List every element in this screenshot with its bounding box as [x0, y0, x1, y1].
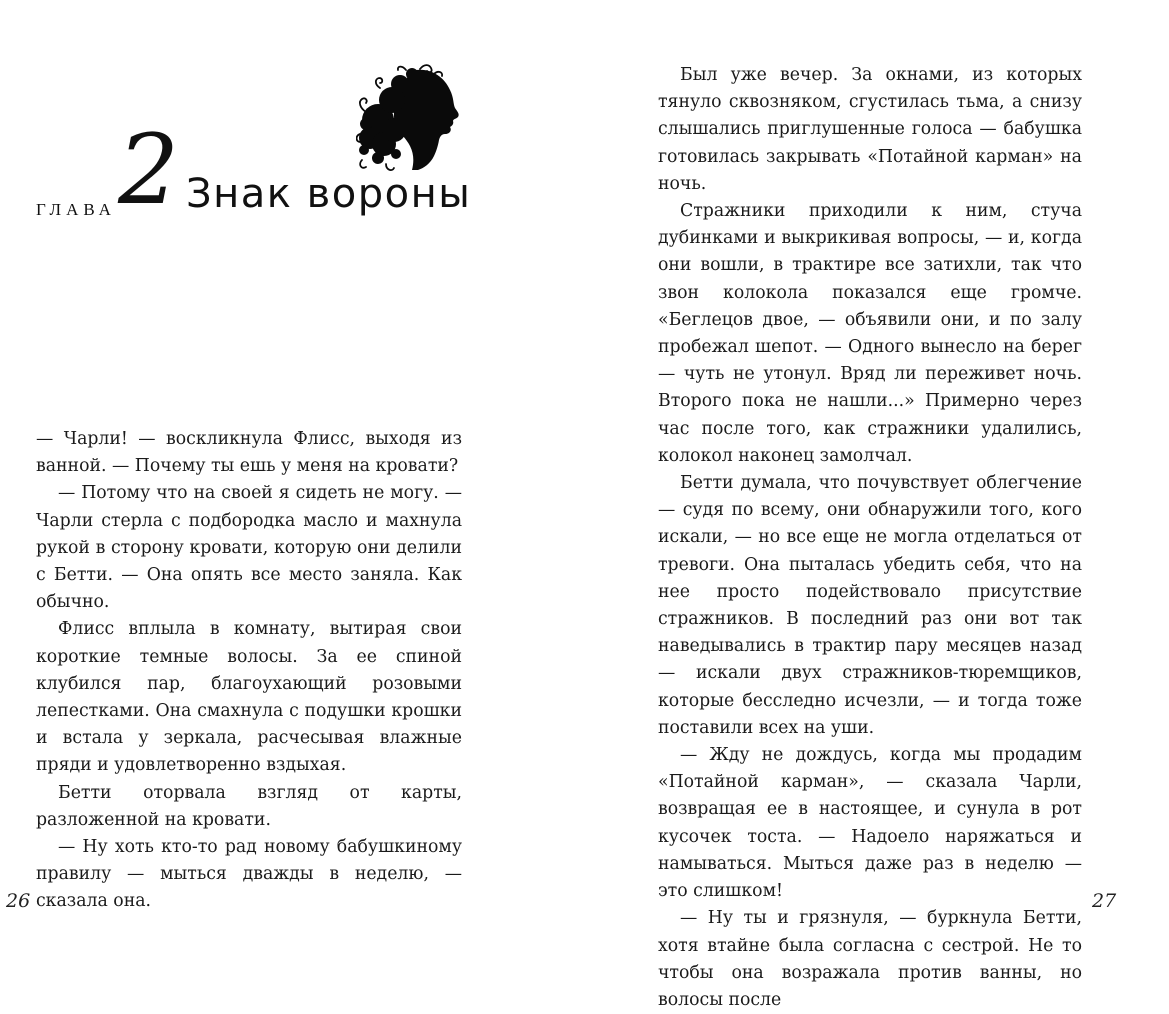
paragraph: — Ну ты и грязнуля, — буркнула Бетти, хотя втайне была согласна с сестрой. Не то чтобы она возражала против ванны, но волосы после: [658, 908, 1082, 1010]
paragraph: — Потому что на своей я сидеть не могу. — Чарли стерла с подбородка масло и махнула рукой в сторону кровати, которую они делили с Бетти. — Она опять все место заняла. Как обычно.: [36, 483, 462, 613]
chapter-number: 2: [118, 114, 180, 226]
paragraph: — Жду не дождусь, когда мы продадим «Потайной карман», — сказала Чарли, возвращая ее в настоящее, и сунула в рот кусочек тоста. — Надоело наряжаться и намываться. Мыться даже раз в неделю — это слишком!: [658, 745, 1082, 902]
paragraph: Стражники приходили к ним, стуча дубинками и выкрикивая вопросы, — и, когда они вошли, в трактире все затихли, так что звон колокола показался еще громче. «Беглецов двое, — объявили они, и по залу пробежал шепот. — Одного вынесло на берег — чуть не утонул. Вряд ли переживет ночь. Второго пока не нашли...» Примерно через час после того, как стражники удалились, колокол наконец замолчал.: [658, 201, 1082, 466]
paragraph: — Чарли! — воскликнула Флисс, выходя из ванной. — Почему ты ешь у меня на кровати?: [36, 429, 462, 477]
paragraph: Флисс вплыла в комнату, вытирая свои короткие темные волосы. За ее спиной клубился пар, благоухающий розовыми лепестками. Она смахнула с подушки крошки и встала у зеркала, расчесывая влажные пряди и удовлетворенно вздыхая.: [36, 619, 462, 776]
paragraph: Бетти думала, что почувствует облегчение — судя по всему, они обнаружили того, кого искали, — но все еще не могла отделаться от тревоги. Она пыталась убедить себя, что на нее просто подействовало присутствие стражников. В последний раз они вот так наведывались в трактир пару месяцев назад — искали двух стражников-тюремщиков, которые бесследно исчезли, — и тогда тоже поставили всех на уши.: [658, 473, 1082, 738]
paragraph: Был уже вечер. За окнами, из которых тянуло сквозняком, сгустилась тьма, а снизу слышались приглушенные голоса — бабушка готовилась закрывать «Потайной карман» на ночь.: [658, 65, 1082, 194]
left-page-text: [36, 426, 462, 916]
page-number-right: 27: [1092, 890, 1117, 912]
paragraph: Бетти оторвала взгляд от карты, разложенной на кровати.: [36, 782, 462, 830]
right-page: [584, 0, 1169, 1010]
left-page: [0, 0, 584, 916]
right-page-text: [658, 62, 1082, 1014]
girl-silhouette-icon: [356, 64, 464, 178]
chapter-title: Знак вороны: [186, 171, 472, 217]
paragraph: — Ну хоть кто-то рад новому бабушкиному правилу — мыться дважды в неделю, — сказала она.: [36, 837, 462, 912]
chapter-label: ГЛАВА: [36, 200, 116, 219]
page-number-left: 26: [6, 890, 31, 912]
